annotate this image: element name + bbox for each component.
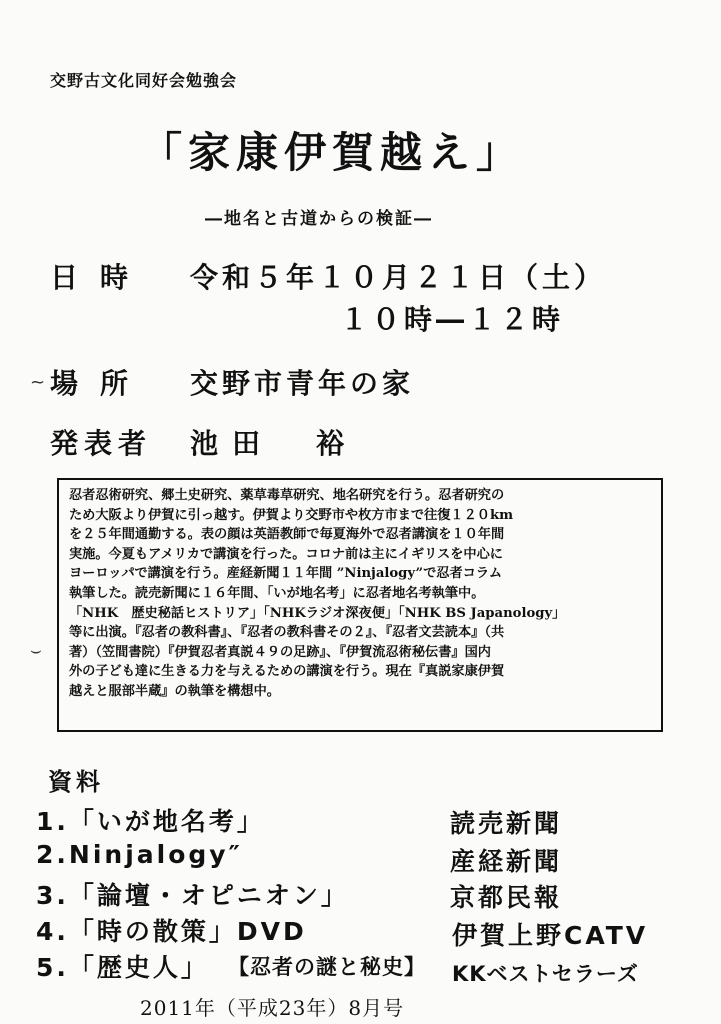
material-title: 「論壇・オピニオン」 (68, 881, 349, 910)
issue-date: 2011年（平成23年）8月号 (140, 996, 405, 1020)
date-value: 令和５年１０月２１日（土） (190, 261, 607, 294)
material-title: 「歴史人」 (68, 953, 209, 982)
event-title: 「家康伊賀越え」 (140, 128, 525, 177)
presenter-bio-box (57, 478, 663, 732)
place-value: 交野市青年の家 (190, 367, 415, 400)
bio-line: 越えと服部半蔵』の執筆を構想中。 (69, 683, 280, 699)
material-number: 4. (36, 917, 69, 946)
bio-line: 外の子ども達に生きる力を与えるための講演を行う。現在『真説家康伊賀 (69, 664, 505, 680)
presenter-name: 池田 裕 (190, 427, 359, 460)
time-value: １０時―１２時 (340, 303, 565, 336)
bio-line: 著）（笠間書院）『伊賀忍者真説４９の足跡』、『伊賀流忍術秘伝書』国内 (69, 644, 491, 660)
punch-mark: ~ (30, 372, 46, 393)
date-label: 日時 (50, 261, 151, 294)
bio-line: 実施。今夏もアメリカで講演を行った。コロナ前は主にイギリスを中心に (69, 546, 503, 562)
material-publisher-5: KKベストセラーズ (452, 962, 639, 986)
punch-mark: ⌣ (30, 640, 42, 661)
material-title: Ninjalogy″ (68, 840, 243, 869)
bio-line: ヨーロッパで講演を行う。産経新聞１１年間 ”Ninjalogy”で忍者コラム (69, 566, 503, 582)
material-number: 5. (36, 953, 69, 982)
material-number: 2. (36, 840, 69, 869)
material-publisher-3: 京都民報 (450, 883, 563, 912)
material-title: 「時の散策」DVD (68, 917, 307, 946)
bio-line: ため大阪より伊賀に引っ越す。伊賀より交野市や枚方市まで往復１２０km (69, 507, 514, 523)
bio-line: 等に出演。『忍者の教科書』、『忍者の教科書その２』、『忍者文芸読本』（共 (69, 625, 505, 641)
bio-line: 忍者忍術研究、郷土史研究、薬草毒草研究、地名研究を行う。忍者研究の (69, 488, 505, 503)
organizer-name: 交野古文化同好会勉強会 (50, 71, 238, 90)
material-number: 1. (36, 807, 69, 836)
bio-line: 「NHK 歴史秘話ヒストリア」「NHKラジオ深夜便」「NHK BS Japanology」 (69, 605, 566, 621)
material-title: 「いが地名考」 (68, 807, 265, 836)
event-subtitle: ―地名と古道からの検証― (205, 209, 433, 229)
material-number: 3. (36, 881, 69, 910)
material-publisher-1: 読売新聞 (450, 809, 563, 838)
place-label: 場所 (50, 367, 151, 400)
material-item-5 (36, 948, 209, 984)
material-item-3 (36, 876, 349, 912)
material-item-4 (36, 912, 307, 948)
presenter-label: 発表者 (50, 427, 153, 460)
material-item-2 (36, 840, 243, 869)
materials-heading: 資料 (48, 768, 104, 796)
material-subtitle-5: 【忍者の謎と秘史】 (228, 955, 426, 979)
material-item-1 (36, 802, 265, 838)
material-publisher-2: 産経新聞 (450, 847, 563, 876)
bio-line: 執筆した。読売新聞に１６年間、「いが地名考」に忍者地名考執筆中。 (69, 585, 485, 601)
material-publisher-4: 伊賀上野CATV (452, 921, 649, 950)
bio-line: を２５年間通勤する。表の顔は英語教師で毎夏海外で忍者講演を１０年間 (69, 527, 505, 543)
